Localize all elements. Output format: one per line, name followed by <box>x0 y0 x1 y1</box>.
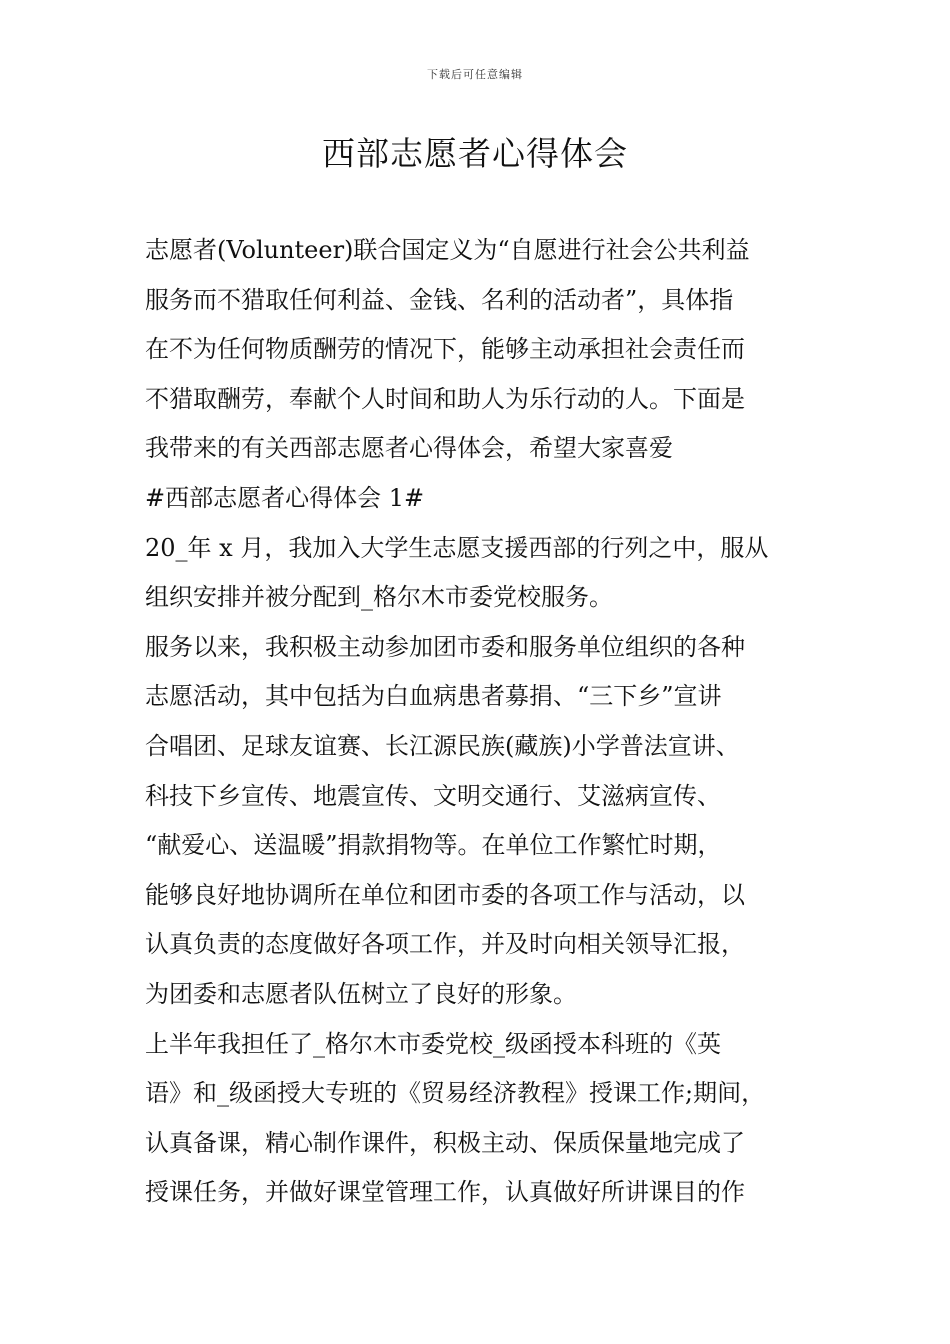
text-line: 服务而不猎取任何利益、金钱、名利的活动者”，具体指 <box>145 285 734 314</box>
text-line: 志愿活动，其中包括为白血病患者募捐、“三下乡”宣讲 <box>145 682 722 711</box>
text-line: 志愿者(Volunteer)联合国定义为“自愿进行社会公共利益 <box>145 236 750 264</box>
text-line: 授课任务，并做好课堂管理工作，认真做好所讲课目的作 <box>145 1178 745 1207</box>
text-line: 组织安排并被分配到_格尔木市委党校服务。 <box>145 583 613 612</box>
text-line: 认真备课，精心制作课件，积极主动、保质保量地完成了 <box>145 1128 745 1157</box>
document-title: 西部志愿者心得体会 <box>322 134 628 173</box>
text-line: 语》和_级函授大专班的《贸易经济教程》授课工作;期间， <box>145 1079 766 1108</box>
text-line: 科技下乡宣传、地震宣传、文明交通行、艾滋病宣传、 <box>145 781 721 810</box>
text-line: “献爱心、送温暖”捐款捐物等。在单位工作繁忙时期， <box>145 831 722 860</box>
document-body <box>145 230 835 1222</box>
text-line: 认真负责的态度做好各项工作，并及时向相关领导汇报， <box>145 930 745 959</box>
text-line: 服务以来，我积极主动参加团市委和服务单位组织的各种 <box>145 632 745 661</box>
text-line: 能够良好地协调所在单位和团市委的各项工作与活动，以 <box>145 880 745 909</box>
header-note: 下载后可任意编辑 <box>427 68 523 81</box>
text-line: 我带来的有关西部志愿者心得体会，希望大家喜爱 <box>145 434 673 463</box>
text-line: 合唱团、足球友谊赛、长江源民族(藏族)小学普法宣讲、 <box>145 731 740 760</box>
text-line: 不猎取酬劳，奉献个人时间和助人为乐行动的人。下面是 <box>145 384 745 413</box>
text-line: 为团委和志愿者队伍树立了良好的形象。 <box>145 979 577 1008</box>
section-heading: #西部志愿者心得体会 1# <box>145 483 425 512</box>
text-line: 上半年我担任了_格尔木市委党校_级函授本科班的《英 <box>145 1029 721 1058</box>
text-line: 在不为任何物质酬劳的情况下，能够主动承担社会责任而 <box>145 335 745 364</box>
text-line: 20_年 x 月，我加入大学生志愿支援西部的行列之中，服从 <box>145 533 769 562</box>
